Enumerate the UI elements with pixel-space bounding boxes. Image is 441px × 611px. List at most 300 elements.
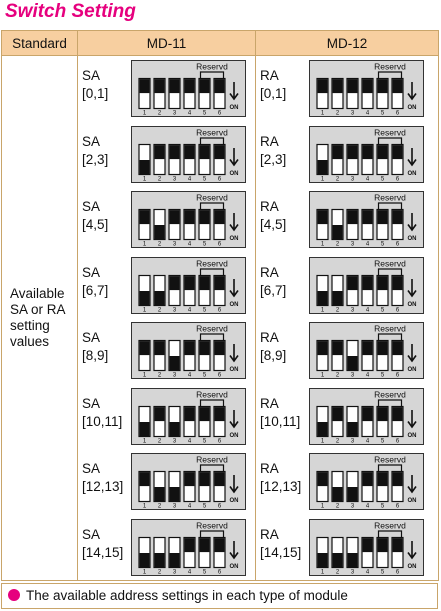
switch-number: 1: [142, 372, 147, 379]
switch-number: 2: [157, 372, 162, 379]
switch-number: 6: [217, 110, 222, 117]
reserved-label: Reservd: [374, 127, 406, 137]
switch-knob: [170, 356, 180, 370]
switch-number: 2: [335, 241, 340, 248]
switch-number: 4: [187, 110, 192, 117]
switch-number: 2: [335, 438, 340, 444]
switch-number: 4: [365, 110, 370, 117]
switch-number: 5: [202, 569, 207, 575]
switch-number: 5: [202, 241, 207, 248]
switch-knob: [185, 276, 195, 290]
switch-knob: [155, 341, 165, 355]
switch-knob: [185, 407, 195, 421]
address-prefix: RA: [260, 395, 279, 411]
switch-knob: [348, 210, 358, 224]
switch-knob: [318, 160, 328, 174]
switch-knob: [378, 341, 388, 355]
switch-knob: [140, 341, 150, 355]
address-label: [260, 67, 286, 103]
switch-number: 4: [365, 372, 370, 379]
switch-number: 6: [217, 569, 222, 575]
switch-number: 2: [157, 110, 162, 117]
switch-entry: [78, 515, 255, 581]
address-range: [8,9]: [82, 348, 109, 363]
switch-number: 6: [217, 438, 222, 444]
switch-knob: [393, 472, 403, 486]
switch-knob: [333, 225, 343, 239]
switch-number: 2: [157, 569, 162, 575]
reserved-label: Reservd: [196, 454, 228, 465]
on-label: ON: [229, 236, 239, 242]
switch-number: 5: [380, 307, 385, 313]
switch-knob: [215, 407, 225, 421]
dip-switch-diagram: [131, 126, 246, 183]
switch-knob: [215, 538, 225, 552]
reserved-label: Reservd: [374, 454, 406, 465]
switch-number: 1: [320, 503, 325, 510]
address-prefix: RA: [260, 330, 279, 345]
switch-knob: [140, 553, 150, 567]
on-label: ON: [407, 105, 417, 111]
address-label: [260, 264, 286, 300]
switch-knob: [155, 553, 165, 567]
address-label: [82, 329, 108, 365]
switch-number: 1: [320, 438, 325, 444]
switch-knob: [333, 341, 343, 355]
switch-number: 6: [217, 176, 222, 182]
switch-knob: [155, 291, 165, 305]
switch-number: 1: [320, 569, 325, 575]
address-range: [2,3]: [260, 151, 287, 167]
reserved-label: Reservd: [374, 389, 406, 399]
address-range: [10,11]: [82, 413, 123, 429]
switch-number: 6: [217, 372, 222, 379]
switch-knob: [318, 472, 328, 486]
switch-knob: [140, 210, 150, 224]
reserved-label: Reservd: [374, 323, 406, 334]
switch-knob: [140, 160, 150, 174]
reserved-label: Reservd: [196, 61, 228, 72]
address-prefix: RA: [260, 133, 279, 149]
switch-number: 3: [350, 176, 355, 182]
reserved-label: Reservd: [196, 389, 228, 399]
switch-entry: [256, 122, 438, 188]
switch-number: 2: [157, 438, 162, 444]
on-label: ON: [407, 432, 417, 439]
switch-knob: [200, 341, 210, 355]
switch-number: 1: [142, 438, 147, 444]
switch-knob: [318, 422, 328, 436]
page-title: Switch Setting: [5, 1, 136, 22]
switch-number: 4: [365, 176, 370, 182]
address-range: [14,15]: [260, 544, 302, 560]
address-prefix: SA: [82, 133, 101, 149]
switch-number: 2: [335, 372, 340, 379]
switch-knob: [215, 472, 225, 486]
reserved-label: Reservd: [196, 520, 228, 530]
switch-number: 6: [395, 241, 400, 248]
switch-knob: [363, 538, 373, 552]
address-label: [82, 460, 123, 496]
switch-knob: [170, 276, 180, 290]
address-label: [260, 133, 286, 169]
reserved-label: Reservd: [374, 192, 406, 203]
switch-knob: [333, 291, 343, 305]
on-label: ON: [407, 301, 417, 308]
address-range: [6,7]: [260, 282, 287, 298]
switch-number: 1: [142, 569, 147, 575]
switch-number: 5: [380, 176, 385, 182]
switch-knob: [348, 356, 358, 370]
switch-number: 4: [365, 438, 370, 444]
address-range: [12,13]: [82, 479, 124, 494]
standard-line: Available: [10, 286, 65, 301]
switch-entry: [78, 318, 255, 384]
dip-switch-diagram: [309, 388, 424, 445]
address-label: [260, 198, 286, 234]
address-range: [12,13]: [260, 479, 302, 494]
switch-knob: [333, 145, 343, 159]
switch-number: 5: [380, 372, 385, 379]
switch-knob: [393, 341, 403, 355]
dip-switch-diagram: [309, 257, 424, 314]
switch-number: 3: [350, 503, 355, 510]
switch-knob: [215, 79, 225, 93]
on-label: ON: [229, 367, 239, 373]
address-prefix: SA: [82, 461, 101, 476]
switch-number: 4: [365, 307, 370, 313]
footer-text: The available address settings in each type of module: [26, 588, 348, 603]
switch-knob: [185, 341, 195, 355]
switch-knob: [185, 210, 195, 224]
switch-knob: [393, 145, 403, 159]
switch-knob: [363, 341, 373, 355]
switch-knob: [363, 276, 373, 290]
dip-switch-diagram: [309, 453, 424, 510]
switch-knob: [378, 538, 388, 552]
switch-number: 3: [172, 241, 177, 248]
switch-knob: [318, 210, 328, 224]
switch-knob: [318, 291, 328, 305]
switch-number: 3: [172, 176, 177, 182]
switch-number: 3: [172, 372, 177, 379]
address-label: [82, 67, 108, 103]
switch-number: 3: [172, 503, 177, 510]
switch-knob: [200, 407, 210, 421]
switch-knob: [333, 79, 343, 93]
dip-switch-diagram: [131, 388, 246, 445]
switch-number: 4: [187, 372, 192, 379]
switch-knob: [378, 210, 388, 224]
switch-knob: [170, 422, 180, 436]
switch-knob: [185, 145, 195, 159]
switch-knob: [378, 407, 388, 421]
address-prefix: SA: [82, 395, 101, 411]
switch-knob: [215, 210, 225, 224]
switch-number: 3: [350, 241, 355, 248]
table-header-row: [2, 31, 439, 56]
switch-number: 5: [202, 110, 207, 117]
dip-switch-diagram: [131, 191, 246, 248]
switch-setting-table: [1, 30, 439, 581]
switch-knob: [363, 145, 373, 159]
switch-knob: [140, 422, 150, 436]
dip-switch-diagram: [309, 60, 424, 117]
switch-number: 4: [187, 241, 192, 248]
reserved-label: Reservd: [196, 258, 228, 268]
address-prefix: SA: [82, 264, 101, 280]
address-prefix: RA: [260, 461, 279, 476]
reserved-label: Reservd: [374, 61, 406, 72]
switch-number: 3: [350, 372, 355, 379]
address-range: [0,1]: [82, 86, 109, 101]
switch-knob: [378, 472, 388, 486]
switch-number: 1: [320, 372, 325, 379]
switch-number: 4: [187, 307, 192, 313]
switch-knob: [318, 341, 328, 355]
switch-knob: [378, 79, 388, 93]
switch-knob: [155, 79, 165, 93]
switch-number: 6: [395, 176, 400, 182]
switch-number: 6: [217, 503, 222, 510]
switch-knob: [185, 472, 195, 486]
switch-number: 6: [395, 569, 400, 575]
switch-number: 6: [395, 110, 400, 117]
reserved-label: Reservd: [374, 520, 406, 530]
switch-number: 4: [187, 438, 192, 444]
address-range: [4,5]: [82, 217, 109, 232]
address-prefix: SA: [82, 526, 101, 542]
switch-knob: [363, 407, 373, 421]
on-label: ON: [229, 170, 239, 177]
address-prefix: SA: [82, 330, 101, 345]
switch-knob: [363, 472, 373, 486]
switch-number: 3: [172, 438, 177, 444]
switch-knob: [155, 487, 165, 501]
switch-knob: [348, 145, 358, 159]
switch-number: 4: [187, 503, 192, 510]
reserved-label: Reservd: [196, 192, 228, 203]
switch-number: 3: [172, 110, 177, 117]
address-range: [2,3]: [82, 151, 109, 167]
switch-knob: [200, 276, 210, 290]
switch-number: 3: [172, 307, 177, 313]
on-label: ON: [229, 432, 239, 439]
switch-knob: [393, 210, 403, 224]
switch-number: 2: [335, 307, 340, 313]
md11-column: [78, 56, 256, 581]
switch-knob: [155, 407, 165, 421]
address-label: [82, 395, 122, 431]
switch-knob: [155, 145, 165, 159]
address-prefix: RA: [260, 264, 279, 280]
switch-knob: [140, 79, 150, 93]
address-label: [260, 395, 300, 431]
switch-number: 4: [365, 503, 370, 510]
address-label: [82, 198, 108, 234]
switch-knob: [170, 553, 180, 567]
switch-number: 6: [395, 307, 400, 313]
bullet-icon: [8, 589, 20, 601]
switch-number: 1: [320, 241, 325, 248]
switch-number: 5: [202, 503, 207, 510]
switch-number: 5: [380, 503, 385, 510]
address-prefix: SA: [82, 199, 101, 214]
standard-line: values: [10, 334, 50, 349]
switch-number: 5: [202, 307, 207, 313]
reserved-label: Reservd: [196, 323, 228, 334]
address-label: [82, 264, 108, 300]
switch-number: 1: [320, 110, 325, 117]
address-label: [82, 133, 108, 169]
switch-knob: [393, 407, 403, 421]
on-label: ON: [229, 301, 239, 308]
switch-number: 6: [217, 307, 222, 313]
dip-switch-diagram: [131, 60, 246, 117]
switch-knob: [363, 79, 373, 93]
switch-knob: [200, 538, 210, 552]
switch-entry: [78, 56, 255, 122]
switch-knob: [140, 472, 150, 486]
switch-entry: [256, 318, 438, 384]
on-label: ON: [407, 170, 417, 177]
switch-knob: [318, 553, 328, 567]
dip-switch-diagram: [309, 126, 424, 183]
switch-knob: [393, 79, 403, 93]
dip-switch-diagram: [131, 322, 246, 379]
switch-entry: [78, 253, 255, 319]
switch-number: 4: [187, 176, 192, 182]
switch-number: 2: [157, 176, 162, 182]
switch-number: 5: [380, 438, 385, 444]
switch-number: 2: [335, 569, 340, 575]
md11-list: [78, 56, 255, 580]
on-label: ON: [229, 563, 239, 570]
switch-knob: [348, 487, 358, 501]
switch-number: 3: [350, 307, 355, 313]
on-label: ON: [229, 105, 239, 111]
dip-switch-diagram: [309, 191, 424, 248]
switch-knob: [215, 145, 225, 159]
dip-switch-diagram: [131, 519, 246, 576]
switch-entry: [78, 449, 255, 515]
switch-number: 1: [142, 176, 147, 182]
switch-number: 4: [365, 241, 370, 248]
switch-number: 3: [172, 569, 177, 575]
switch-number: 3: [350, 438, 355, 444]
address-prefix: RA: [260, 526, 279, 542]
on-label: ON: [407, 367, 417, 373]
switch-entry: [256, 515, 438, 581]
switch-knob: [200, 472, 210, 486]
switch-number: 3: [350, 569, 355, 575]
standard-line: SA or RA: [10, 302, 66, 317]
switch-number: 4: [187, 569, 192, 575]
switch-number: 2: [157, 241, 162, 248]
address-prefix: RA: [260, 199, 279, 214]
switch-knob: [378, 276, 388, 290]
switch-number: 6: [217, 241, 222, 248]
dip-switch-diagram: [309, 322, 424, 379]
on-label: ON: [407, 498, 417, 504]
switch-knob: [348, 276, 358, 290]
address-range: [10,11]: [260, 413, 301, 429]
address-range: [14,15]: [82, 544, 124, 560]
switch-entry: [78, 384, 255, 450]
switch-entry: [256, 384, 438, 450]
switch-number: 6: [395, 438, 400, 444]
switch-knob: [393, 538, 403, 552]
table-body-row: [2, 56, 439, 581]
address-prefix: SA: [82, 68, 101, 83]
reserved-label: Reservd: [196, 127, 228, 137]
switch-knob: [200, 145, 210, 159]
switch-number: 3: [350, 110, 355, 117]
switch-knob: [378, 145, 388, 159]
dip-switch-diagram: [309, 519, 424, 576]
reserved-label: Reservd: [374, 258, 406, 268]
address-range: [4,5]: [260, 217, 287, 232]
md12-list: [256, 56, 438, 580]
on-label: ON: [407, 563, 417, 570]
switch-knob: [333, 553, 343, 567]
switch-knob: [333, 407, 343, 421]
switch-knob: [215, 341, 225, 355]
switch-knob: [318, 79, 328, 93]
switch-knob: [200, 79, 210, 93]
switch-number: 5: [202, 372, 207, 379]
switch-number: 6: [395, 503, 400, 510]
switch-number: 2: [157, 503, 162, 510]
switch-knob: [170, 210, 180, 224]
switch-knob: [215, 276, 225, 290]
switch-entry: [256, 253, 438, 319]
address-label: [82, 526, 123, 562]
switch-number: 1: [320, 307, 325, 313]
address-label: [260, 329, 286, 365]
dip-switch-diagram: [131, 257, 246, 314]
address-range: [0,1]: [260, 86, 287, 101]
switch-number: 5: [380, 110, 385, 117]
on-label: ON: [407, 236, 417, 242]
switch-number: 2: [335, 176, 340, 182]
switch-number: 5: [380, 569, 385, 575]
footer-note: [1, 583, 438, 609]
switch-knob: [333, 487, 343, 501]
switch-knob: [200, 210, 210, 224]
switch-number: 1: [142, 307, 147, 313]
switch-number: 5: [202, 438, 207, 444]
switch-entry: [78, 187, 255, 253]
switch-entry: [256, 56, 438, 122]
address-label: [260, 526, 301, 562]
on-label: ON: [229, 498, 239, 504]
switch-knob: [348, 79, 358, 93]
address-range: [8,9]: [260, 348, 287, 363]
switch-knob: [363, 210, 373, 224]
address-range: [6,7]: [82, 282, 109, 298]
switch-knob: [155, 225, 165, 239]
switch-entry: [256, 449, 438, 515]
address-prefix: RA: [260, 68, 279, 83]
address-label: [260, 460, 301, 496]
header-md12: MD-12: [256, 31, 439, 56]
switch-entry: [256, 187, 438, 253]
switch-number: 1: [320, 176, 325, 182]
switch-knob: [140, 291, 150, 305]
header-md11: MD-11: [78, 31, 256, 56]
switch-number: 2: [335, 110, 340, 117]
